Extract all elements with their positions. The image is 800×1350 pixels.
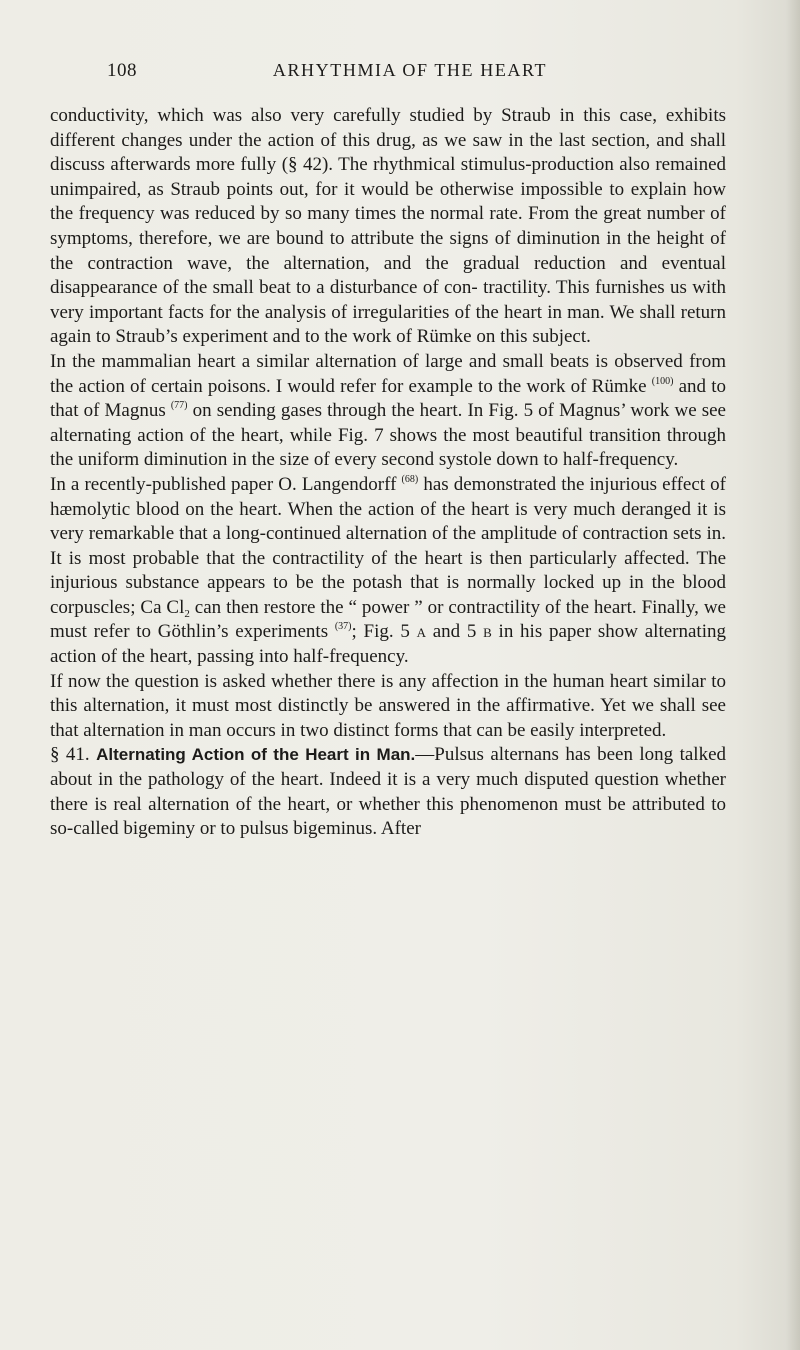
paragraph-1-line: unimpaired, as Straub points out, for it would be otherwise impossible bbox=[50, 178, 610, 200]
paragraph-1-line: to explain how the frequency was reduced by so many times the bbox=[50, 178, 726, 225]
footnote-ref-68: (68) bbox=[401, 473, 419, 485]
paragraph-4: If now the question is asked whether there is any affection in the human heart similar to this alternation, it must most distinctly be answered in the affirmative. Yet we shall see that alternation in man occurs in two distinct forms that can be easily interpreted. bbox=[50, 670, 726, 741]
paragraph-3-text-e: and 5 bbox=[426, 621, 484, 643]
paragraph-2-text-b: and to that of Magnus bbox=[50, 375, 726, 422]
subscript-2: 2 bbox=[184, 607, 190, 620]
footnote-ref-37: (37) bbox=[334, 621, 352, 633]
paragraph-1-line: we saw in the last section, and shall discuss afterwards more bbox=[50, 129, 726, 176]
paragraph-2 bbox=[50, 350, 726, 473]
paragraph-2-text-a: In the mammalian heart a similar alternation of large and small beats is observed from the action of certain poisons. I would refer for example to the work of Rümke bbox=[50, 350, 726, 397]
paragraph-1-line: normal rate. From the great number of symptoms, therefore, we bbox=[50, 203, 726, 249]
paragraph-3-text-f: in his paper show alternating action of the heart, passing into half-frequency. bbox=[50, 621, 726, 668]
paragraph-3-text-a: In a recently-published paper O. Langendorff bbox=[50, 473, 402, 495]
footnote-ref-100: (100) bbox=[651, 375, 674, 387]
paragraph-1-line: analysis of irregularities of the heart in man. We shall return again bbox=[50, 301, 726, 348]
page-edge-shadow bbox=[786, 0, 800, 1350]
paragraph-2-text-c: on sending gases through the heart. In Fig. 5 of Magnus’ work we see alternating action of the heart, while Fig. 7 shows the most beautiful transition through the uniform diminution in the size of every second systole down to half-frequency. bbox=[50, 400, 726, 471]
running-title: ARHYTHMIA OF THE HEART bbox=[272, 60, 548, 80]
paragraph-3-text-d: ; Fig. 5 bbox=[351, 621, 417, 643]
paragraph-3-text-b: has demonstrated the injurious effect of hæmolytic blood on the heart. When the action of the heart is very much deranged it is very remarkable that a long-continued alternation of the amplitude of contraction sets in. It is most probable that the contractility of the heart is then particularly affected. The injurious substance appears to be the potash that is normally locked up in the blood corpuscles; Ca Cl bbox=[50, 473, 726, 618]
paragraph-1-line: fully (§ 42). The rhythmical stimulus-production also remained bbox=[240, 154, 726, 176]
figure-label-a: a bbox=[416, 621, 426, 643]
section-number: § 41. bbox=[50, 744, 90, 766]
running-header bbox=[107, 60, 713, 90]
footnote-ref-77: (77) bbox=[170, 400, 188, 412]
paragraph-1-line: to Straub’s experiment and to the work of Rümke on this subject. bbox=[95, 326, 591, 348]
figure-label-b: b bbox=[483, 621, 492, 643]
paragraph-1-line: tractility. This furnishes us with very important facts for the bbox=[50, 277, 726, 323]
paragraph-1-line: contraction wave, the alternation, and the gradual reduction and bbox=[87, 252, 662, 274]
paragraph-1 bbox=[50, 104, 726, 350]
paragraph-5-text: —Pulsus alternans has been long talked about in the pathology of the heart. Indeed it is a very much disputed question whether there is real alternation of the heart, or whether this phenomenon must be attributed to so-called bigeminy or to pulsus bigeminus. After bbox=[50, 744, 726, 840]
paragraph-3 bbox=[50, 473, 726, 670]
paragraph-1-line: are bound to attribute the signs of diminution in the height of the bbox=[50, 227, 726, 274]
section-title: Alternating Action of the Heart in Man. bbox=[96, 745, 416, 765]
paragraph-5 bbox=[50, 743, 726, 841]
paragraph-1-line: conductivity, which was also very carefully studied by Straub in this bbox=[50, 105, 620, 126]
paragraph-1-line: eventual disappearance of the small beat to a disturbance of con- bbox=[50, 252, 727, 299]
body-text bbox=[50, 104, 726, 842]
paragraph-3-text-c: can then restore the “ power ” or contractility of the heart. Finally, we must refer to Göthlin’s experiments bbox=[50, 596, 726, 643]
page-number: 108 bbox=[107, 60, 137, 81]
paragraph-1-line: case, exhibits different changes under the action of this drug, as bbox=[50, 105, 726, 151]
